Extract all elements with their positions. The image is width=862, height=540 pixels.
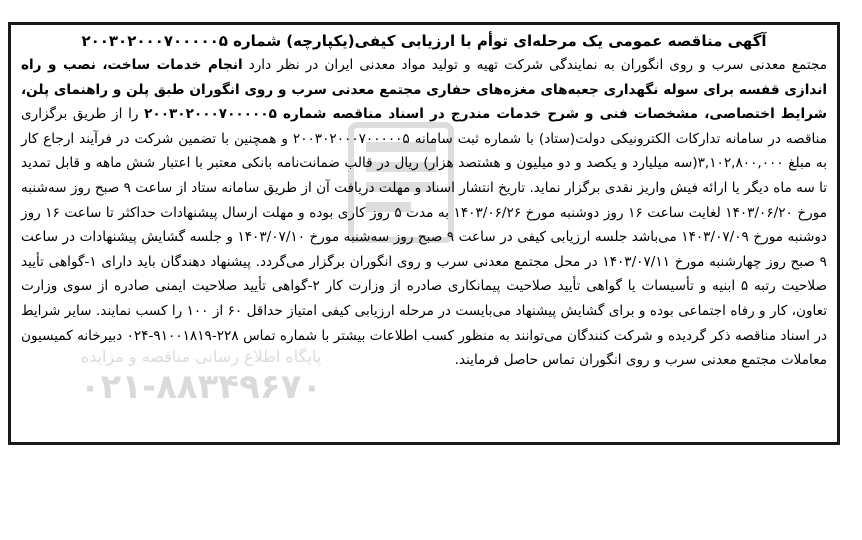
watermark-phone: ۰۲۱-۸۸۳۴۹۶۷۰ — [79, 367, 323, 407]
watermark-site-name: پایگاه اطلاع رسانی مناقصه و مزایده — [80, 347, 322, 366]
notice-title: آگهی مناقصه عمومی یک مرحله‌ای توأم با ارزیابی کیفی(یکپارچه) شماره ۲۰۰۳۰۲۰۰۰۷۰۰۰۰۰۵ — [81, 32, 767, 50]
notice-body — [21, 53, 827, 373]
tender-notice-box — [8, 22, 840, 445]
notice-intro: مجتمع معدنی سرب و روی انگوران به نمایندگی شرکت تهیه و تولید مواد معدنی ایران در نظر دارد — [242, 57, 827, 73]
notice-subject: انجام خدمات ساخت، نصب و راه اندازی قفسه برای سوله نگهداری جعبه‌های مغزه‌های حفاری مجتمع معدنی سرب و روی انگوران طبق پلن و راهنمای پلن، شرایط اختصاصی، مشخصات فنی و شرح خدمات مندرج در اسناد مناقصه شماره ۲۰۰۳۰۲۰۰۰۷۰۰۰۰۰۵ — [21, 57, 827, 123]
notice-details: را از طریق برگزاری مناقصه در سامانه تدارکات الکترونیکی دولت(ستاد) با شماره ثبت سامانه ۲۰۰۳۰۲۰۰۰۷۰۰۰۰۰۵ و همچنین با تضمین شرکت در فرآیند ارجاع کار به مبلغ ۳,۱۰۲,۸۰۰,۰۰۰(سه میلیارد و یکصد و دو میلیون و هشتصد هزار) ریال در قالب ضمانت‌نامه بانکی معتبر با اعتبار شش ماهه و قابل تمدید تا سه ماه دیگر یا ارائه فیش واریز نقدی برگزار نماید. تاریخ انتشار اسناد و مهلت دریافت آن از طریق سامانه ستاد از ساعت ۹ صبح روز سه‌شنبه مورخ ۱۴۰۳/۰۶/۲۰ لغایت ساعت ۱۶ روز دوشنبه مورخ ۱۴۰۳/۰۶/۲۶ به مدت ۵ روز کاری بوده و مهلت ارسال پیشنهادات حداکثر تا ساعت ۱۶ روز دوشنبه مورخ ۱۴۰۳/۰۷/۰۹ می‌باشد جلسه ارزیابی کیفی در ساعت ۹ صبح روز سه‌شنبه مورخ ۱۴۰۳/۰۷/۱۰ و جلسه گشایش پیشنهادات در ساعت ۹ صبح روز چهارشنبه مورخ ۱۴۰۳/۰۷/۱۱ در محل مجتمع معدنی سرب و روی انگوران برگزار می‌گردد. پیشنهاد دهندگان باید دارای ۱-گواهی تأیید صلاحیت رتبه ۵ ابنیه و تأسیسات یا گواهی تأیید صلاحیت پیمانکاری صادره از وزارت کار ۲-گواهی تأیید صلاحیت ایمنی صادره از سوی وزارت تعاون، کار و رفاه اجتماعی بوده و برای گشایش پیشنهاد می‌بایست در مرحله ارزیابی کیفی امتیاز حداقل ۶۰ از ۱۰۰ را کسب نمایند. سایر شرایط در اسناد مناقصه ذکر گردیده و شرکت کنندگان می‌توانند به منظور کسب اطلاعات بیشتر با شماره تماس ۲۲۸-۹۱۰۰۱۸۱۹-۰۲۴ دبیرخانه کمیسیون معاملات مجتمع معدنی سرب و روی انگوران تماس حاصل فرمایند. — [21, 106, 828, 369]
